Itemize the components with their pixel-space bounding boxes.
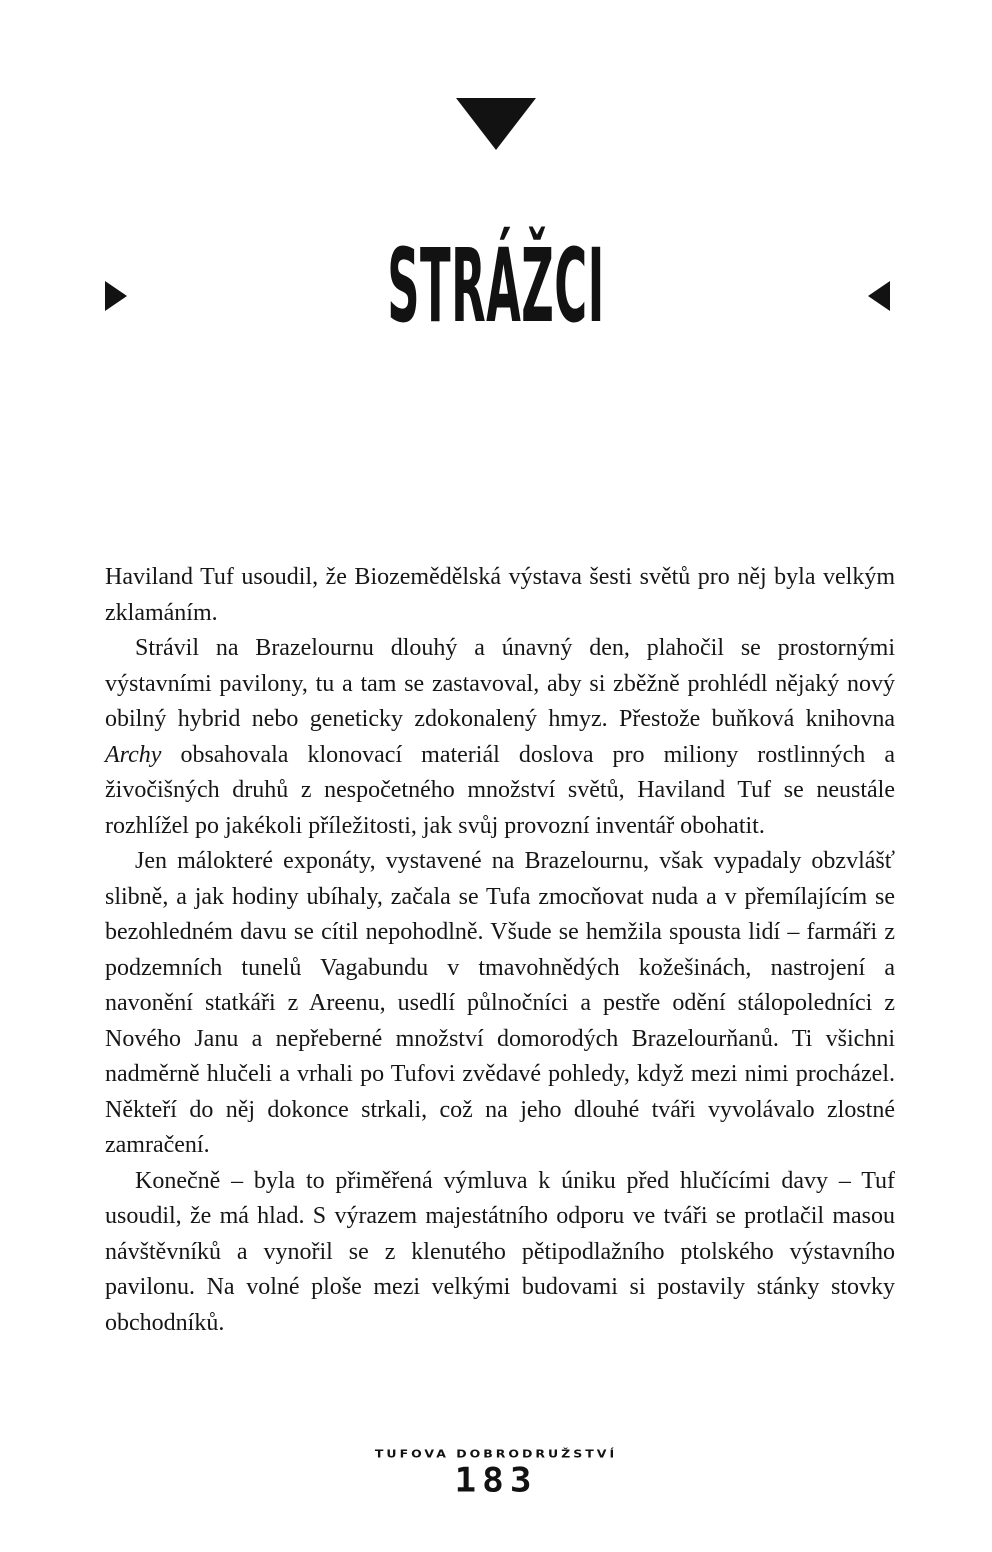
text-segment: Konečně – byla to přiměřená výmluva k úniku před hlučícími davy – Tuf usoudil, že má hlad. S výrazem majestátního odporu ve tváři se protlačil masou návštěvníků a vynořil se z klenutého pětipodlažního ptolského výstavního pavilonu. Na volné ploše mezi velkými budovami si postavily stánky stovky obchodníků.: [105, 1167, 895, 1336]
right-triangle-icon: [105, 281, 127, 311]
text-segment: Archy: [105, 741, 162, 768]
left-triangle-icon: [868, 281, 890, 311]
text-segment: obsahovala klonovací materiál doslova pro miliony rostlinných a živočišných druhů z nespočetného množství světů, Haviland Tuf se neustále rozhlížel po jakékoli příležitosti, jak svůj provozní inventář obohatit.: [105, 741, 895, 839]
paragraph: [105, 844, 895, 1164]
footer-book-title: TUFOVA DOBRODRUŽSTVÍ: [374, 1447, 618, 1460]
text-segment: Haviland Tuf usoudil, že Biozemědělská výstava šesti světů pro něj byla velkým zklamáním.: [105, 564, 895, 626]
page-number: 183: [454, 1461, 538, 1500]
page-footer: [0, 1446, 992, 1500]
text-segment: Jen málokteré exponáty, vystavené na Brazelournu, však vypadaly obzvlášť slibně, a jak hodiny ubíhaly, začala se Tufa zmocňovat nuda a v přemílajícím se bezohledném davu se cítil nepohodlně. Všude se hemžila spousta lidí – farmáři z podzemních tunelů Vagabundu v tmavohnědých kožešinách, nastrojení a navonění statkáři z Areenu, usedlí půlnočníci a pestře odění stálopoledníci z Nového Janu a nepřeberné množství domorodých Brazelourňanů. Ti všichni nadměrně hlučeli a vrhali po Tufovi zvědavé pohledy, když mezi nimi procházel. Někteří do něj dokonce strkali, což na jeho dlouhé tváři vyvolávalo zlostné zamračení.: [105, 848, 895, 1158]
body-text: [105, 560, 895, 1341]
chapter-title: STRÁŽCI: [387, 227, 605, 346]
down-triangle-icon: [456, 98, 536, 150]
paragraph: [105, 560, 895, 631]
paragraph: [105, 1164, 895, 1342]
text-segment: Strávil na Brazelournu dlouhý a únavný den, plahočil se prostornými výstavními pavilony, tu a tam se zastavoval, aby si zběžně prohlédl nějaký nový obilný hybrid nebo geneticky zdokonalený hmyz. Přestože buňková knihovna: [105, 635, 895, 732]
paragraph: [105, 631, 895, 844]
